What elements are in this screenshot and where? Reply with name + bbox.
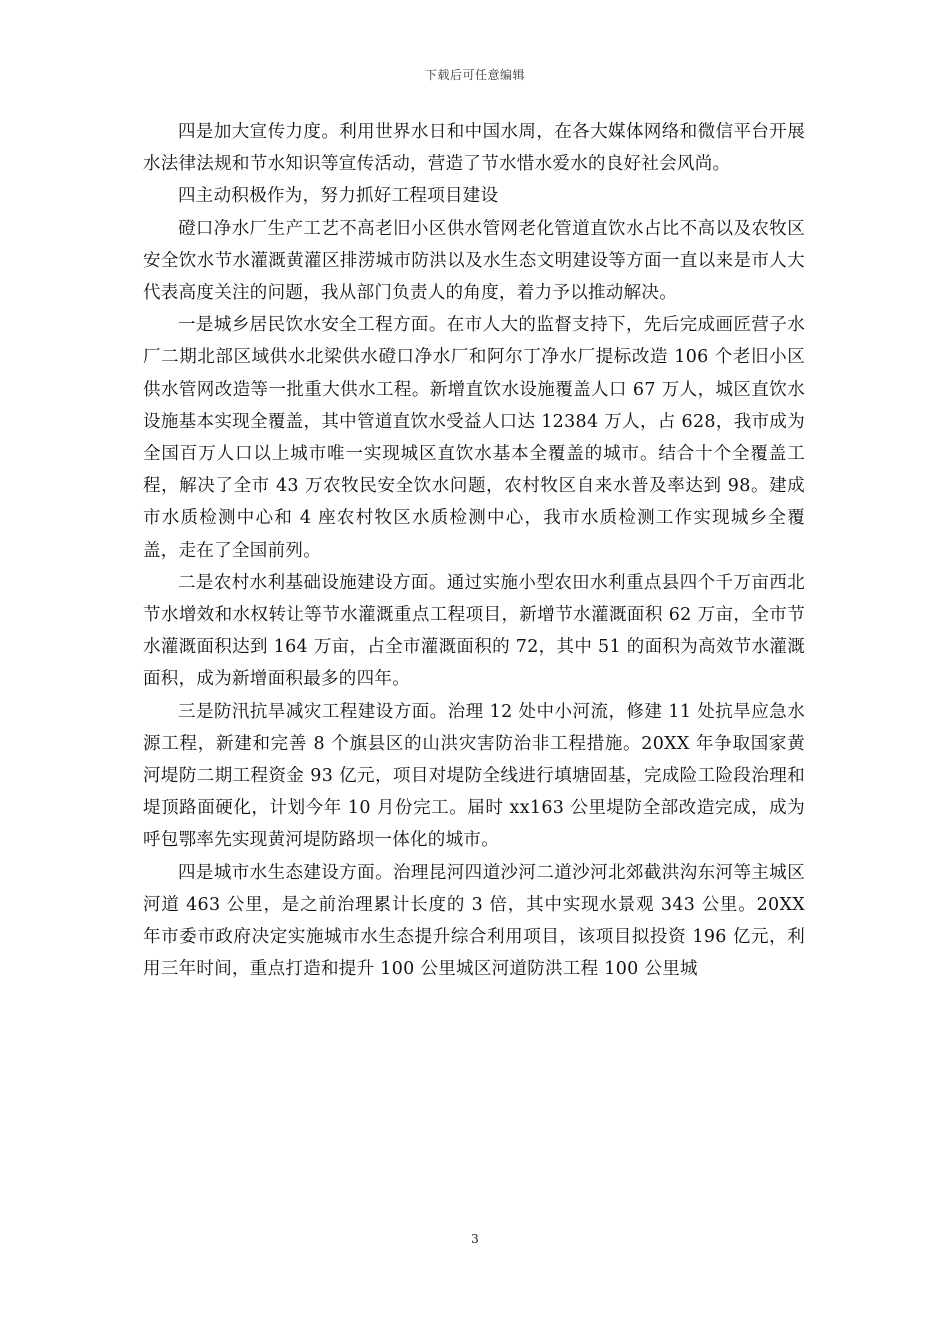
header-note: 下载后可任意编辑 (424, 68, 525, 82)
paragraph-drinking-water: 一是城乡居民饮水安全工程方面。在市人大的监督支持下，先后完成画匠营子水厂二期北部区域供水北梁供水磴口净水厂和阿尔丁净水厂提标改造 106 个老旧小区供水管网改造等一批重大供水工程。新增直饮水设施覆盖人口 67 万人，城区直饮水设施基本实现全覆盖，其中管道直饮水受益人口达 12384 万人，占 628，我市成为全国百万人口以上城市唯一实现城区直饮水基本全覆盖的城市。结合十个全覆盖工程，解决了全市 43 万农牧民安全饮水问题，农村牧区自来水普及率达到 98。建成市水质检测中心和 4 座农村牧区水质检测中心，我市水质检测工作实现城乡全覆盖，走在了全国前列。 (143, 315, 805, 561)
paragraph-intro: 磴口净水厂生产工艺不高老旧小区供水管网老化管道直饮水占比不高以及农牧区安全饮水节水灌溉黄灌区排涝城市防洪以及水生态文明建设等方面一直以来是市人大代表高度关注的问题，我从部门负责人的角度，着力予以推动解决。 (143, 218, 805, 304)
section-heading: 四主动积极作为，努力抓好工程项目建设 (178, 186, 499, 207)
document-body (143, 116, 805, 985)
paragraph-publicity: 四是加大宣传力度。利用世界水日和中国水周，在各大媒体网络和微信平台开展水法律法规和节水知识等宣传活动，营造了节水惜水爱水的良好社会风尚。 (143, 122, 805, 175)
paragraph-flood-control: 三是防汛抗旱减灾工程建设方面。治理 12 处中小河流，修建 11 处抗旱应急水源工程，新建和完善 8 个旗县区的山洪灾害防治非工程措施。20XX 年争取国家黄河堤防二期工程资金 93 亿元，项目对堤防全线进行填塘固基，完成险工险段治理和堤顶路面硬化，计划今年 10 月份完工。届时 xx163 公里堤防全部改造完成，成为呼包鄂率先实现黄河堤防路坝一体化的城市。 (143, 701, 805, 851)
paragraph-water-ecology: 四是城市水生态建设方面。治理昆河四道沙河二道沙河北郊截洪沟东河等主城区河道 463 公里，是之前治理累计长度的 3 倍，其中实现水景观 343 公里。20XX 年市委市政府决定实施城市水生态提升综合利用项目，该项目拟投资 196 亿元，利用三年时间，重点打造和提升 100 公里城区河道防洪工程 100 公里城 (143, 862, 805, 980)
page-number: 3 (471, 1232, 479, 1246)
paragraph-irrigation: 二是农村水利基础设施建设方面。通过实施小型农田水利重点县四个千万亩西北节水增效和水权转让等节水灌溉重点工程项目，新增节水灌溉面积 62 万亩，全市节水灌溉面积达到 164 万亩，占全市灌溉面积的 72，其中 51 的面积为高效节水灌溉面积，成为新增面积最多的四年。 (143, 572, 805, 690)
